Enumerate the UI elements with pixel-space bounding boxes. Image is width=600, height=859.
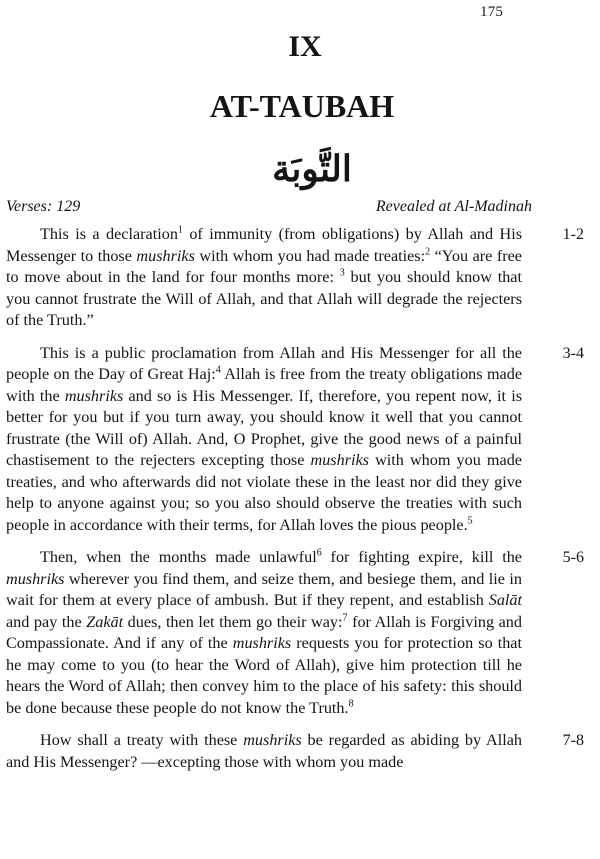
paragraph-text: This is a public proclamation from Allah and His Messenger for all the people on the Day of Great Haj:$^4$ Allah is free from the treaty obligations made with the mushriks and so is His Messenger. If, therefore, you repent now, it is better for you but if you turn away, you should know it well that you cannot frustrate (the Will of) Allah. And, O Prophet, give the good news of a painful chastisement to the rejecters excepting those mushriks with whom you made treaties, and who afterwards did not violate these in the least nor did they give help to anyone against you; so you also should observe the treaties with such people in accordance with their terms, for Allah loves the pious people.$^5$ xyxy=(6,343,522,534)
surah-title: AT-TAUBAH xyxy=(209,88,395,124)
paragraph xyxy=(6,224,596,332)
verse-content xyxy=(6,224,596,784)
page-number: 175 xyxy=(480,4,504,20)
surah-title-arabic: التَّوبَة xyxy=(272,149,352,189)
paragraph xyxy=(6,547,596,719)
verse-reference: 3-4 xyxy=(562,344,584,362)
verse-reference: 5-6 xyxy=(562,549,584,566)
paragraph xyxy=(6,730,596,773)
verses-count: Verses: 129 xyxy=(6,198,81,215)
paragraph-text: Then, when the months made unlawful$^6$ for fighting expire, kill the mushriks wherever you find them, and seize them, and besiege them, and lie in wait for them at every place of ambush. But if they repent, and establish Salāt and pay the Zakāt dues, then let them go their way:$^7$ for Allah is Forgiving and Compassionate. And if any of the mushriks requests you for protection so that he may come to you (to hear the Word of Allah), give him protection till he hears the Word of Allah; then convey him to the place of his safety: this should be done because these people do not know the Truth.$^8$ xyxy=(6,547,522,717)
paragraph-text: How shall a treaty with these mushriks be regarded as abiding by Allah and His Messenger? —excepting those with whom you made xyxy=(6,731,522,771)
paragraph-text: This is a declaration$^1$ of immunity (from obligations) by Allah and His Messenger to those mushriks with whom you had made treaties:$^2$ “You are free to move about in the land for four months more: $^3$ but you should know that you cannot frustrate the Will of Allah, and that Allah will degrade the rejecters of the Truth.” xyxy=(6,224,522,329)
verse-reference: 1-2 xyxy=(562,226,584,243)
verse-reference: 7-8 xyxy=(562,732,584,749)
surah-number: IX xyxy=(288,30,322,63)
revelation-place: Revealed at Al-Madinah xyxy=(375,198,532,215)
paragraph xyxy=(6,343,596,537)
surah-meta xyxy=(6,198,532,216)
